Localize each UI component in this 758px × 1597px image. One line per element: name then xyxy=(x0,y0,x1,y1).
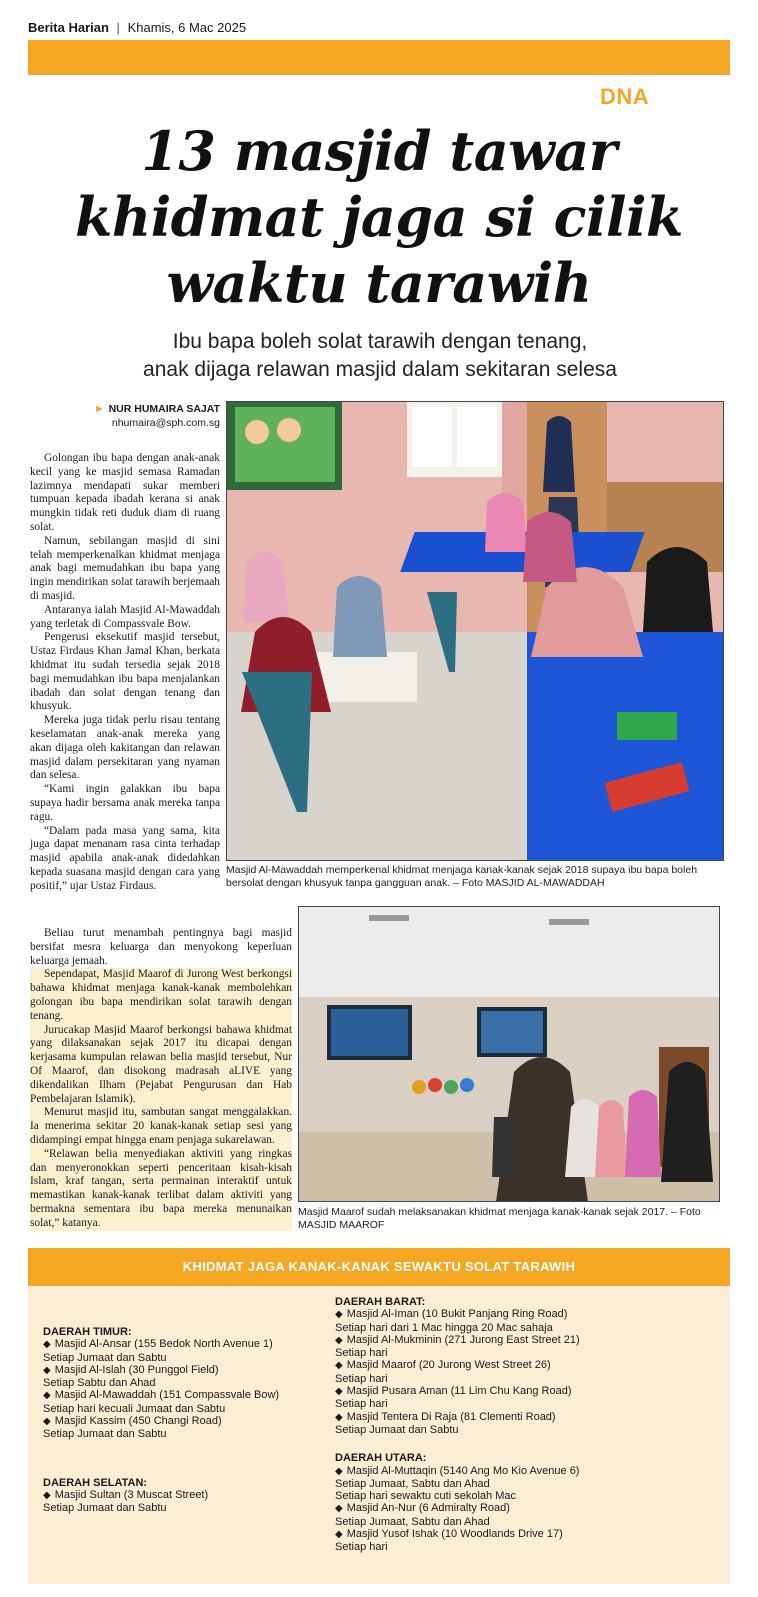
paragraph: Jurucakap Masjid Maarof berkongsi bahawa khidmat yang dilaksanakan sejak 2017 itu dicapai dengan kerjasama kumpulan relawan belia masjid tersebut, Nur Of Maarof, dan disokong madrasah aLIVE yang dikendalikan Ilham (Pejabat Pengurusan dan Hab Pembelajaran Islamik). xyxy=(30,1023,292,1105)
region-heading-timur: DAERAH TIMUR: xyxy=(43,1326,132,1338)
mosque-schedule: Setiap hari xyxy=(335,1372,388,1385)
photo-al-mawaddah-classroom xyxy=(226,401,724,861)
author-name: NUR HUMAIRA SAJAT xyxy=(108,403,220,415)
mosque-schedule: Setiap Jumaat, Sabtu dan Ahad xyxy=(335,1515,490,1528)
mosque-schedule: Setiap hari xyxy=(335,1398,388,1411)
section-label: DNA xyxy=(600,84,650,109)
byline xyxy=(60,402,220,430)
photo-caption: Masjid Maarof sudah melaksanakan khidmat menjaga kanak-kanak sejak 2017. – Foto MASJID MAAROF xyxy=(298,1206,701,1231)
hall-illustration xyxy=(299,907,720,1202)
mosque-schedule: Setiap hari dari 1 Mac hingga 20 Mac sahaja xyxy=(335,1321,553,1334)
mosque-schedule: Setiap hari sewaktu cuti sekolah Mac xyxy=(335,1490,516,1503)
mosque-name: ◆ Masjid Al-Mawaddah (151 Compassvale Bow) xyxy=(43,1389,343,1402)
region-heading-selatan: DAERAH SELATAN: xyxy=(43,1476,148,1489)
paragraph: “Kami ingin galakkan ibu bapa supaya hadir bersama anak mereka tanpa ragu. xyxy=(30,783,220,823)
region-heading-utara: DAERAH UTARA: xyxy=(335,1452,427,1465)
paragraph: “Dalam pada masa yang sama, kita juga dapat menanam rasa cinta terhadap masjid apabila anak-anak didedahkan kepada suasana masjid dengan cara yang positif,” ujar Ustaz Firdaus. xyxy=(30,824,220,892)
paragraph: “Relawan belia menyediakan aktiviti yang ringkas dan menyeronokkan seperti penceritaan kisah-kisah Islam, kraf tangan, serta permainan interaktif untuk memastikan kanak-kanak terlibat dalam aktiviti yang bermakna sementara ibu bapa mereka menunaikan solat,” katanya. xyxy=(30,1147,292,1229)
listing-column-left xyxy=(43,1326,343,1515)
masthead xyxy=(28,20,728,38)
mosque-name: ◆ Masjid Al-Mukminin (271 Jurong East Street 21) xyxy=(335,1334,715,1347)
paragraph: Namun, sebilangan masjid di sini telah memperkenalkan khidmat menjaga anak bagi memudahkan ibu bapa yang ingin mendirikan solat tarawih berjemaah di masjid. xyxy=(30,534,220,602)
photo-maarof-hall xyxy=(298,906,720,1202)
classroom-illustration xyxy=(227,402,724,861)
photo-caption: Masjid Al-Mawaddah memperkenal khidmat menjaga kanak-kanak sejak 2018 supaya ibu bapa boleh bersolat dengan khusyuk tanpa gangguan anak. – Foto MASJID AL-MAWADDAH xyxy=(226,864,698,889)
paragraph: Beliau turut menambah pentingnya bagi masjid bersifat mesra keluarga dan menyokong keperluan keluarga jemaah. xyxy=(30,927,292,967)
mosque-schedule: Setiap hari xyxy=(335,1541,388,1554)
headline: 13 masjid tawar khidmat jaga si cilik waktu tarawih xyxy=(75,119,683,315)
listing-title: KHIDMAT JAGA KANAK-KANAK SEWAKTU SOLAT TARAWIH xyxy=(28,1248,730,1286)
mosque-listing-box xyxy=(28,1248,730,1584)
paragraph: Golongan ibu bapa dengan anak-anak kecil yang ke masjid semasa Ramadan lazimnya mendapati sukar memberi tumpuan kepada ibadah kerana si anak mungkin tidak reti duduk diam di ruang solat. xyxy=(30,452,220,533)
article-body-narrow xyxy=(30,452,220,894)
mosque-schedule: Setiap Jumaat dan Sabtu xyxy=(43,1351,167,1364)
mosque-schedule: Setiap Jumaat dan Sabtu xyxy=(335,1423,459,1436)
byline-arrow-icon: ► xyxy=(94,403,105,415)
paragraph: Antaranya ialah Masjid Al-Mawaddah yang terletak di Compassvale Bow. xyxy=(30,603,220,630)
author-email: nhumaira@sph.com.sg xyxy=(111,417,220,429)
mosque-name: ◆ Masjid An-Nur (6 Admiralty Road) xyxy=(335,1502,715,1515)
region-heading-barat: DAERAH BARAT: xyxy=(335,1296,426,1308)
mosque-name: ◆ Masjid Yusof Ishak (10 Woodlands Drive 17) xyxy=(335,1528,715,1541)
publication-name: Berita Harian xyxy=(28,20,109,35)
standfirst-line-1: Ibu bapa boleh solat tarawih dengan tenang, xyxy=(172,330,588,353)
mosque-schedule: Setiap hari xyxy=(335,1347,388,1360)
mosque-name: ◆ Masjid Al-Muttaqin (5140 Ang Mo Kio Avenue 6) xyxy=(335,1465,715,1478)
mosque-name: ◆ Masjid Maarof (20 Jurong West Street 26) xyxy=(335,1359,715,1372)
paragraph: Sependapat, Masjid Maarof di Jurong West berkongsi bahawa khidmat menjaga kanak-kanak membolehkan golongan ibu bapa mendirikan solat tarawih dengan tenang. xyxy=(30,968,292,1022)
mosque-name: ◆ Masjid Kassim (450 Changi Road) xyxy=(43,1415,343,1428)
issue-date: Khamis, 6 Mac 2025 xyxy=(127,20,247,35)
masthead-separator: | xyxy=(116,20,120,35)
article-body-wide xyxy=(30,927,292,1231)
mosque-name: ◆ Masjid Al-Islah (30 Punggol Field) xyxy=(43,1364,343,1377)
mosque-schedule: Setiap Jumaat dan Sabtu xyxy=(43,1428,167,1441)
mosque-name: ◆ Masjid Pusara Aman (11 Lim Chu Kang Road) xyxy=(335,1385,715,1398)
mosque-name: ◆ Masjid Sultan (3 Muscat Street) xyxy=(43,1489,343,1502)
paragraph: Mereka juga tidak perlu risau tentang keselamatan anak-anak mereka yang akan dijaga oleh kakitangan dan relawan masjid dalam persekitaran yang nyaman dan selesa. xyxy=(30,714,220,782)
mosque-name: ◆ Masjid Tentera Di Raja (81 Clementi Road) xyxy=(335,1411,715,1424)
listing-column-right xyxy=(335,1296,715,1554)
mosque-name: ◆ Masjid Al-Iman (10 Bukit Panjang Ring Road) xyxy=(335,1308,715,1321)
standfirst xyxy=(60,328,700,384)
mosque-schedule: Setiap Jumaat dan Sabtu xyxy=(43,1502,167,1515)
orange-header-bar xyxy=(28,40,730,75)
mosque-schedule: Setiap Jumaat, Sabtu dan Ahad xyxy=(335,1477,490,1490)
paragraph: Pengerusi eksekutif masjid tersebut, Ustaz Firdaus Khan Jamal Khan, berkata khidmat itu sudah tersedia sejak 2018 bagi memudahkan ibu bapa menjalankan ibadah dan solat dengan tenang dan khusyuk. xyxy=(30,631,220,713)
standfirst-line-2: anak dijaga relawan masjid dalam sekitaran selesa xyxy=(143,358,617,381)
mosque-name: ◆ Masjid Al-Ansar (155 Bedok North Avenue 1) xyxy=(43,1338,343,1351)
paragraph: Menurut masjid itu, sambutan sangat menggalakkan. Ia menerima sekitar 20 kanak-kanak setiap sesi yang didampingi empat hingga enam penjaga sukarelawan. xyxy=(30,1106,292,1146)
mosque-schedule: Setiap hari kecuali Jumaat dan Sabtu xyxy=(43,1402,226,1415)
mosque-schedule: Setiap Sabtu dan Ahad xyxy=(43,1377,156,1390)
